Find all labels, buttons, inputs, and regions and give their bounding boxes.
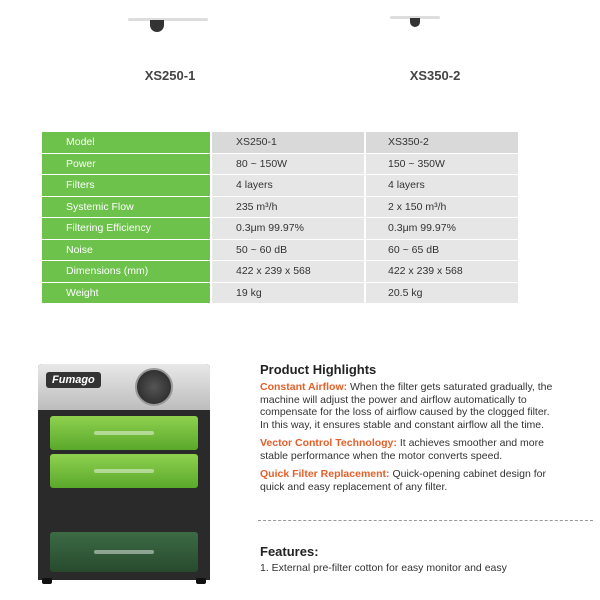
control-knob-icon bbox=[135, 368, 173, 406]
spec-value-xs350: 150 ~ 350W bbox=[364, 154, 518, 176]
spec-value-xs350: 60 ~ 65 dB bbox=[364, 240, 518, 262]
spec-label: Model bbox=[42, 132, 210, 154]
highlight-keyword: Quick Filter Replacement: bbox=[260, 468, 390, 480]
highlight-text: Quick-opening cabinet design for quick and easy replacement of any filter. bbox=[260, 468, 546, 493]
highlight-text: It achieves smoother and more stable performance when the motor converts speed. bbox=[260, 437, 544, 462]
spec-value-xs350: 2 x 150 m³/h bbox=[364, 197, 518, 219]
table-row bbox=[42, 240, 518, 262]
table-row bbox=[42, 261, 518, 283]
spec-label: Dimensions (mm) bbox=[42, 261, 210, 283]
section-divider bbox=[258, 520, 593, 521]
product-highlights bbox=[260, 362, 560, 499]
spec-label: Systemic Flow bbox=[42, 197, 210, 219]
model-name-xs350: XS350-2 bbox=[409, 68, 461, 83]
table-row bbox=[42, 132, 518, 154]
highlight-keyword: Vector Control Technology: bbox=[260, 437, 397, 449]
filter-drawer-1 bbox=[50, 416, 198, 450]
highlight-item bbox=[260, 468, 560, 493]
spec-value-xs350: 20.5 kg bbox=[364, 283, 518, 305]
foot-icon bbox=[42, 578, 52, 584]
spec-value-xs250: 80 ~ 150W bbox=[210, 154, 364, 176]
foot-icon bbox=[196, 578, 206, 584]
table-row bbox=[42, 197, 518, 219]
spec-value-xs250: 4 layers bbox=[210, 175, 364, 197]
table-row bbox=[42, 175, 518, 197]
fume-extractor-image bbox=[38, 364, 210, 580]
spec-label: Filtering Efficiency bbox=[42, 218, 210, 240]
spec-table bbox=[42, 132, 518, 304]
spec-label: Power bbox=[42, 154, 210, 176]
spec-value-xs350: 4 layers bbox=[364, 175, 518, 197]
highlight-item bbox=[260, 381, 560, 431]
spec-value-xs250: 50 ~ 60 dB bbox=[210, 240, 364, 262]
table-row bbox=[42, 218, 518, 240]
spec-value-xs350: XS350-2 bbox=[364, 132, 518, 154]
highlight-item bbox=[260, 437, 560, 462]
drawer-handle-icon bbox=[94, 431, 154, 435]
filter-drawer-2 bbox=[50, 454, 198, 488]
features-title: Features: bbox=[260, 544, 319, 559]
drawer-handle-icon bbox=[94, 469, 154, 473]
drawer-handle-icon bbox=[94, 550, 154, 554]
spec-value-xs250: XS250-1 bbox=[210, 132, 364, 154]
wheel-icon bbox=[150, 20, 164, 32]
highlight-keyword: Constant Airflow: bbox=[260, 381, 348, 393]
highlight-text: When the filter gets saturated gradually, the machine will adjust the power and airflow automatically to compensate for the loss of airflow caused by the clogged filter. In this way, it ensures stable and constant airflow all the time. bbox=[260, 381, 553, 431]
table-row bbox=[42, 154, 518, 176]
spec-value-xs250: 19 kg bbox=[210, 283, 364, 305]
spec-label: Weight bbox=[42, 283, 210, 305]
spec-label: Noise bbox=[42, 240, 210, 262]
spec-value-xs350: 422 x 239 x 568 bbox=[364, 261, 518, 283]
wheel-icon bbox=[410, 18, 420, 27]
spec-value-xs250: 422 x 239 x 568 bbox=[210, 261, 364, 283]
spec-label: Filters bbox=[42, 175, 210, 197]
spec-value-xs250: 0.3μm 99.97% bbox=[210, 218, 364, 240]
highlights-title: Product Highlights bbox=[260, 362, 377, 377]
table-row bbox=[42, 283, 518, 305]
model-name-xs250: XS250-1 bbox=[144, 68, 196, 83]
filter-drawer-3 bbox=[50, 532, 198, 572]
brand-logo: Fumago bbox=[46, 372, 101, 388]
feature-item: 1. External pre-filter cotton for easy monitor and easy bbox=[260, 562, 507, 574]
machine-top-panel bbox=[38, 364, 210, 410]
spec-value-xs350: 0.3μm 99.97% bbox=[364, 218, 518, 240]
spec-value-xs250: 235 m³/h bbox=[210, 197, 364, 219]
